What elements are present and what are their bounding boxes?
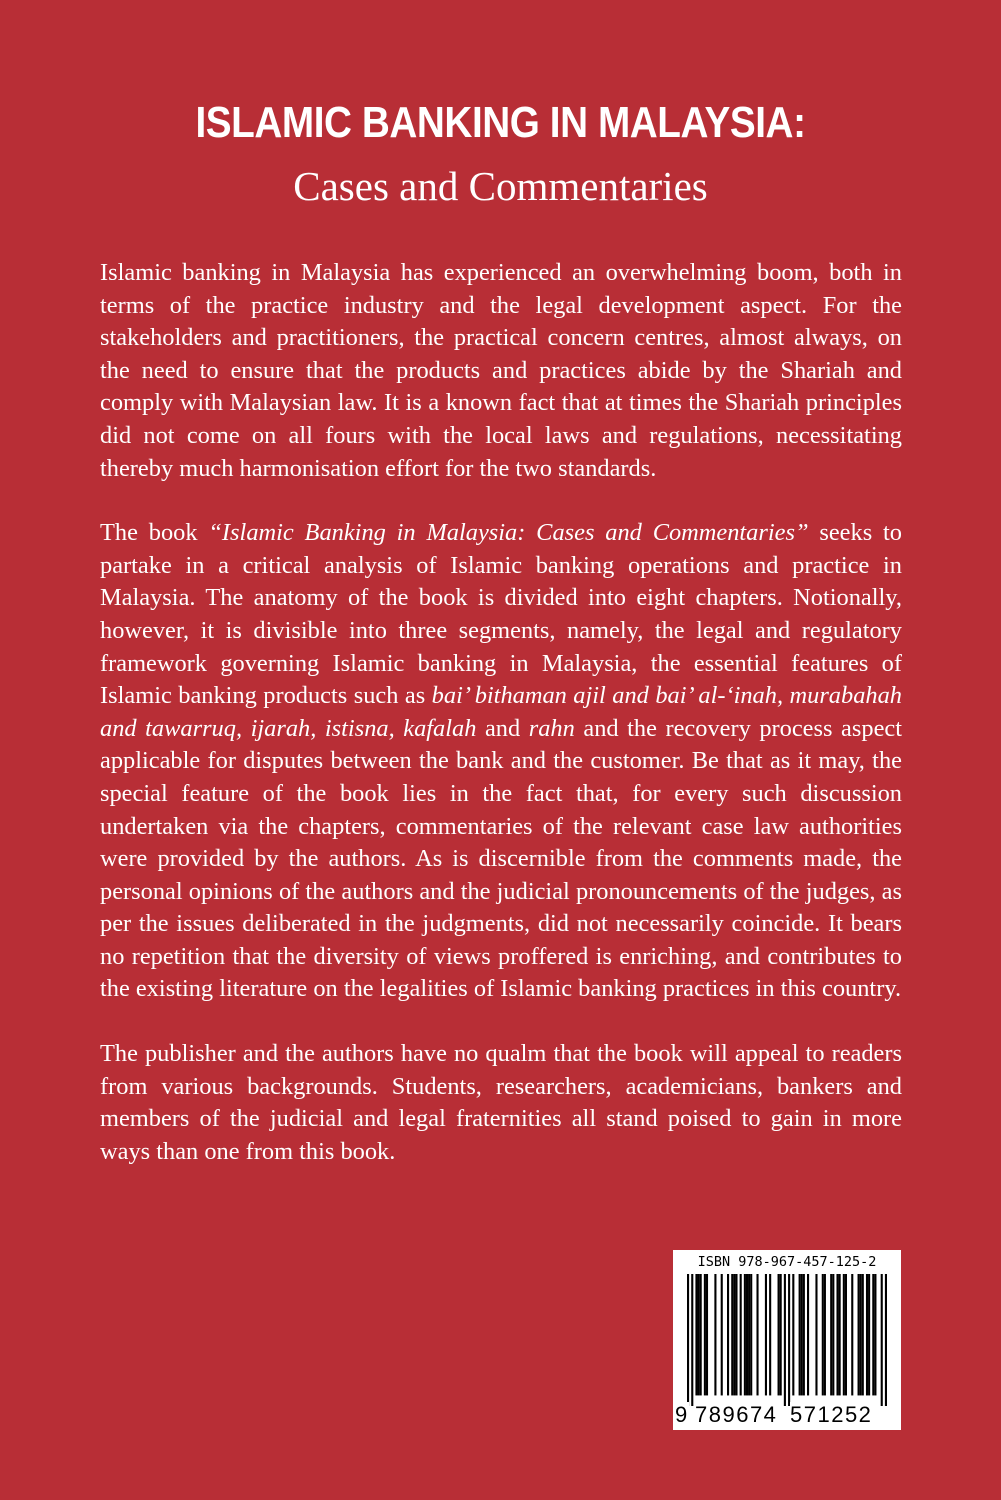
- barcode-bar: [868, 1274, 870, 1395]
- blurb-paragraph-3: The publisher and the authors have no qualm that the book will appeal to readers from various backgrounds. Students, researchers, academicians, bankers and members of the judicial and legal fraternities all stand poised to gain in more ways than one from this book.: [100, 1040, 902, 1165]
- barcode-bar: [788, 1274, 790, 1406]
- barcode-bar: [750, 1274, 752, 1395]
- ean-first-digit: 9: [675, 1402, 689, 1427]
- p2-book-title: “Islamic Banking in Malaysia: Cases and Commentaries”: [208, 519, 809, 547]
- barcode-bar: [836, 1274, 838, 1395]
- barcode-bar: [815, 1274, 817, 1395]
- barcode-bar: [851, 1274, 853, 1395]
- p2-middle: seeks to partake in a critical analysis of Islamic banking operations and practice in Malaysia. The anatomy of the book is divided into eight chapters. Notionally, however, it is divisible into three segments, namely, the legal and regulatory framework governing Islamic banking in Malaysia, the essential features of Islamic banking products such as: [100, 519, 902, 710]
- p2-rahn: rahn: [528, 714, 575, 742]
- barcode-bar: [765, 1274, 767, 1395]
- barcode-bar: [801, 1274, 803, 1395]
- barcode-bar: [778, 1274, 780, 1395]
- barcode-bar: [704, 1274, 706, 1395]
- p2-end: and the recovery process aspect applicable for disputes between the bank and the customer. Be that as it may, the special feature of the book lies in the fact that, for every such discussion undertaken via the chapters, commentaries of the relevant case law authorities were provided by the authors. As is discernible from the comments made, the personal opinions of the authors and the judicial pronouncements of the judges, as per the issues deliberated in the judgments, did not necessarily coincide. It bears no repetition that the diversity of views proffered is enriching, and contributes to the existing literature on the legalities of Islamic banking practices in this country.: [100, 714, 902, 1003]
- barcode-bars: [687, 1274, 887, 1406]
- barcode-bar: [843, 1274, 845, 1395]
- barcode-bar: [695, 1274, 697, 1395]
- barcode-bar: [780, 1274, 782, 1395]
- barcode-bar: [872, 1274, 874, 1395]
- barcode-bar: [756, 1274, 758, 1395]
- barcode-bar: [746, 1274, 748, 1395]
- barcode-bar: [807, 1274, 809, 1395]
- barcode-bar: [733, 1274, 735, 1395]
- barcode-bar: [824, 1274, 826, 1395]
- ean-digits: [673, 1402, 901, 1428]
- barcode-bar: [744, 1274, 746, 1395]
- barcode-bar: [727, 1274, 729, 1395]
- barcode-bar: [860, 1274, 862, 1395]
- barcode-bar: [799, 1274, 801, 1395]
- barcode-bar: [748, 1274, 750, 1395]
- barcode-bar: [822, 1274, 824, 1395]
- book-subtitle: Cases and Commentaries: [293, 163, 708, 209]
- barcode-bar: [803, 1274, 805, 1395]
- barcode-bar: [731, 1274, 733, 1395]
- barcode-bar: [769, 1274, 771, 1395]
- ean-right-group: 571252: [790, 1402, 873, 1427]
- barcode-bar: [832, 1274, 834, 1395]
- barcode-bar: [874, 1274, 876, 1395]
- barcode-bar: [698, 1274, 700, 1395]
- barcode-bar: [706, 1274, 708, 1395]
- p2-product-terms: bai’ bithaman ajil and bai’ al-‘inah, murabahah and tawarruq, ijarah, istisna, kafalah: [100, 682, 902, 742]
- barcode-bar: [691, 1274, 693, 1406]
- blurb: [100, 257, 902, 1200]
- barcode-bar: [866, 1274, 868, 1395]
- book-title: ISLAMIC BANKING IN MALAYSIA:: [195, 98, 806, 147]
- p2-intro: The book: [100, 519, 209, 547]
- isbn-label: ISBN 978-967-457-125-2: [697, 1254, 877, 1270]
- barcode-bar: [845, 1274, 847, 1395]
- barcode-bar: [687, 1274, 689, 1406]
- blurb-paragraph-1: Islamic banking in Malaysia has experienced an overwhelming boom, both in terms of the practice industry and the legal development aspect. For the stakeholders and practitioners, the practical concern centres, almost always, on the need to ensure that the products and practices abide by the Shariah and comply with Malaysian law. It is a known fact that at times the Shariah principles did not come on all fours with the local laws and regulations, necessitating thereby much harmonisation effort for the two standards.: [100, 259, 902, 482]
- barcode-bar: [714, 1274, 716, 1395]
- barcode-bar: [740, 1274, 742, 1395]
- barcode-bar: [862, 1274, 864, 1395]
- barcode-bar: [735, 1274, 737, 1395]
- barcode-bar: [839, 1274, 841, 1395]
- barcode-bar: [700, 1274, 702, 1395]
- blurb-paragraph-2: [100, 517, 902, 1006]
- barcode-bar: [830, 1274, 832, 1395]
- barcode-bar: [792, 1274, 794, 1395]
- ean-left-group: 789674: [695, 1402, 778, 1427]
- barcode-bar: [721, 1274, 723, 1395]
- barcode-bar: [784, 1274, 786, 1406]
- barcode-bar: [881, 1274, 883, 1406]
- isbn-barcode: [673, 1250, 901, 1430]
- p2-and: and: [476, 714, 529, 742]
- barcode-bar: [858, 1274, 860, 1395]
- barcode-bar: [885, 1274, 887, 1406]
